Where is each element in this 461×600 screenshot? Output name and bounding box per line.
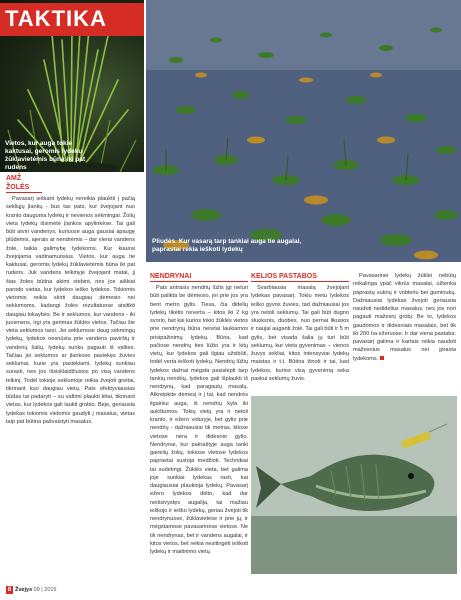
section-heading-nendrynai: NENDRYNAI: [150, 272, 248, 282]
article-column-1: [6, 174, 135, 426]
paragraph-text: Pavasarinei lydekų žūklei nebūtų reikalinga ypač vikrūs masalai, užtenka paprastų sukrių ir vobleriu bei guminukų. Dažniausiai lydekas žvejoti geriausia naudoti nedidelius masalus, nes jos nori pagauti mažesnį grobį. Be to, lydekos gaudomos ir didesniais masalais, bet tik iki 200 ha ežeruose. Ir dar viena pastaba: pavasarį galima ir kartais reikia naudoti mažesnius masalus nei įprasta lydekoms.: [353, 273, 456, 362]
section-title: TAKTIKA: [5, 6, 107, 31]
article-column-3: [251, 272, 349, 383]
article-text-pastabos: [251, 284, 349, 383]
section-heading-zoles: AMŽ ŽOLĖS: [6, 174, 42, 193]
article-text-pastabos-cont: [353, 272, 456, 363]
article-text-zoles: [6, 195, 135, 426]
photo-caption-lake: Pliudės. Kur vasarą tarp tankiai auga tie augalai, paprastai rekia ieškoti lydekų: [152, 238, 302, 253]
end-mark: [380, 356, 384, 360]
article-column-4: [353, 272, 456, 363]
photo-lake-lilies: [146, 0, 461, 262]
article-text-nendrynai: [150, 284, 248, 556]
paragraph: Pavasarį ieškant lydekų nereikia plauktii į pačią sekliųjų įlankų - bus tas pats, kur žvejojant nuo kranto dauguma lydekų ir nevienos sėkmingai. Žolių vieta lydekų išsimėtė įlankos apylinkėse. Tai gali būti atviri vandenys, kuriuose auga gausiai apaugę plūdėmis, ajerais ar nendrėmis – dar viena vandens žolė, taikia galimybę lydekoms. Kur kiaurai žvejojama vadinamuosius. Vietos, kur auga tie kaktusai, geromis lydekų žūklavietėmis būna iki pat rudens. Juk vandens telkinyje žvejojant matai, jį šias žoles būtina akimi stebint, nes jos aiškiai parodo vietas, kur lydekos ieško lydekos. Tokiomis vietomis reikia skirti daugiau dėmesio nei seklumoms, kadangi žolės rezultatuose atsitikti daugiau lokaybės. Be ir seklumos, kur vandens - iki juosmens, irgi yra gerimas žūklės vietos. Tačiau šie vieta seklumos tarsi. Jei seklumose daug sėkmingų lydekų, lydekos nesnūsta prie vandens paviršių ir vandenų šalių, lydekų sunku pagauti iš valties. Tačiau jei seklumos ar įlankose pasiekęs žuvies seklumai, kurie yra pasiekiami, lydekų sunkiau surasti, nes jos išsisklaidžiusios po visą vandens telkinį. Todėl tokioje seklumoje reikia žvejoti greitai, tikrinant kuo daugiau vietų. Pats efektyviausias būdas tai padaryti – su valtimi plaukti lėtai, tikrinant vietas, kur lydekos gali laukti grobio. Beje, geriausia lydekas tokiomis vietomis gaudyti į masalus, vietas taip pat būtina pašvaistyti masalus.: [6, 196, 135, 425]
footer-brand: Žvejys: [15, 587, 33, 593]
footer-issue: 09 | 2015: [33, 587, 57, 593]
article-column-2: [150, 272, 248, 556]
section-heading-pastabos: KELIOS PASTABOS: [251, 272, 349, 282]
page-number: 8: [7, 587, 12, 593]
fish-illustration: [251, 396, 457, 574]
photo-caption-plants: Vietos, kur auga tokie kaktusai, geromis lydekų žūklavietėmis būna iki pat rudens: [5, 140, 86, 171]
paragraph: Svarbiausia masalą žvejojant lydekas pavasarį. Tokiu metu lydekos ieško gyvos žuvies, tad dažniausiai jos yra netoli seklumų. Tai gali būti dugno sluoksnis, duobės, nuo pernai likusios ir naujai auganti žolė. Tai gali būti ir 5 m gylis, bet visada šalia jų turi būti seklumų, kur vieta gyvenimas – vienos žuvys sekliai, kitos intensyviai lydekų maistas ir t.t. Būtina žinoti ir tai, kad lydekos, kurios visą gyvenimą seka paskui seklumų žuvis.: [251, 285, 349, 382]
paragraph: [353, 272, 456, 363]
photo-fish-lure: [251, 396, 457, 574]
paragraph: Pats antrasis nendrių lūžis įgi neturi būti palikta be dėmesio, jei prie jos yra bent metro gylis. Tiesa, čia didelių lydekų tikėtis neverta – kitos iki 2 kg svorio, bet kai kurios tokio žūklės vietos prie nendrynų būna neretai laukiamos prisipažinimų lydekų. Būna, kad pačiose nendrių ties lūžio yra ir kitų vietų, kur lydekos gali ilgiau užsibūti, todėl verta ieškoti lydekų. Nendrių lūžių lydekos dažnai mėgsta pasislėpti tarp tankių nendrių, lydekos gali išplaukti iš nendrynų, kad paragautų masalų. Atkreipkite dėmesį ir į tai, kad nendrės ilgainiui auga, iš nendrių kyla iki aukštumos. Tokių vietų yra ir netoli kranto, ir ežero viduryje, bet gylis prie nendrių - dažniausiai tik metras, kitose vietose nėra ir didesnio gylio. Nendrynai, kur pakraštyje auga tanki gairelių žolių, tokiose vietose lydekos paprastai sustoja medžioti. Technikiai tai sudėtingi. Žūklės vieta, bet galima joje sunkiai lydekas rasti, kai daugiausiai plaukioja lydekų. Pavasarį ežero lydekos dėlto, kad dar neišsivystęs augalija, tai mažiau ieškojo ir ieško lydekų, geriau žvejoti tik nendrynuose, žūklavietėse ir prie jų, ir mėgstamose pavasarinėse vietose. Ne tik nendrynas, bet ir vandens augalai, ir kitos vietos, bet reikia nesitingėti ieškoti lydekų ir maitinimo vietų.: [150, 285, 248, 555]
footer-publication: [15, 586, 57, 594]
lake-illustration: [146, 0, 461, 262]
